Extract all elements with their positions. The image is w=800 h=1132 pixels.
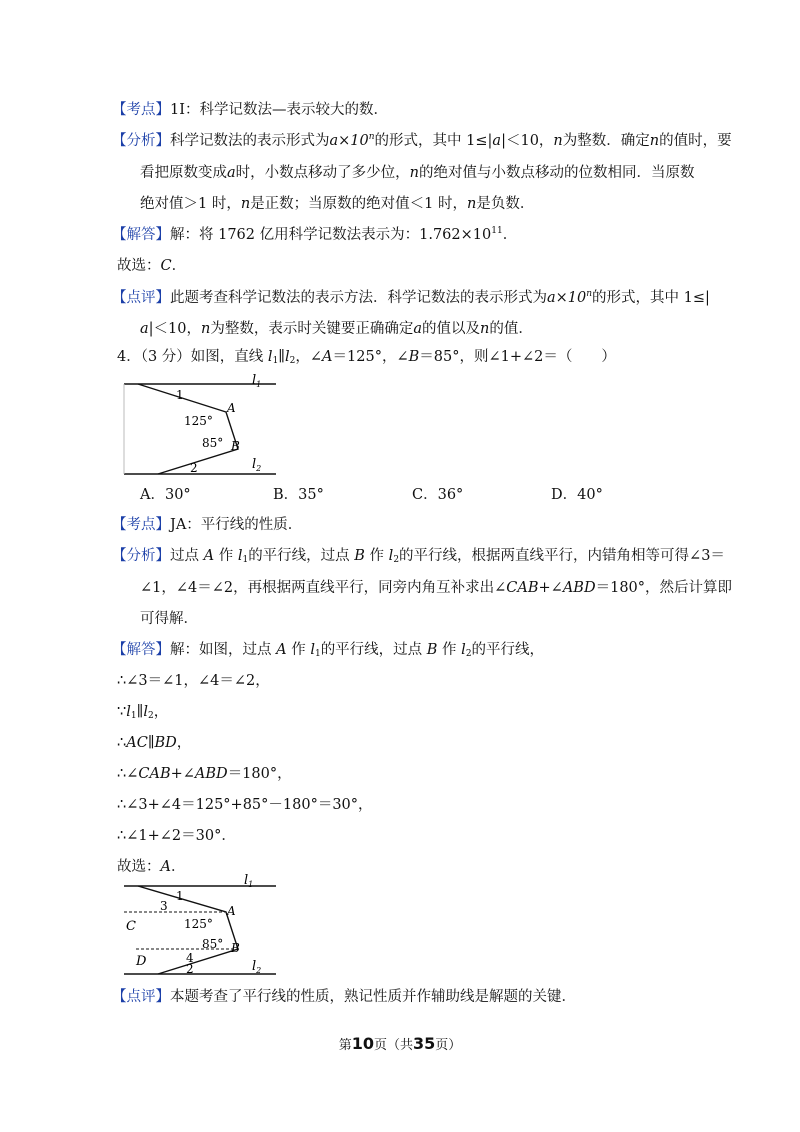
- l1-label: $l_1$: [252, 373, 262, 389]
- l1-label: $l_1$: [244, 873, 254, 889]
- point-c-label: C: [126, 919, 136, 934]
- l2-label: $l_2$: [252, 457, 262, 473]
- q4-dianping: 【点评】本题考查了平行线的性质，熟记性质并作辅助线是解题的关键．: [112, 989, 576, 1005]
- angle-b-value: 85°: [202, 937, 224, 951]
- point-a-label: A: [227, 401, 236, 415]
- choice-a[interactable]: A．30°: [140, 487, 191, 503]
- point-a-label: A: [227, 904, 236, 918]
- q4-step1: ∴∠3＝∠1，∠4＝∠2，: [117, 673, 270, 689]
- q4-fenxi-line1: 【分析】过点 A 作 $l_1$的平行线，过点 B 作 $l_2$的平行线，根据两直线平行，内错角相等可得∠3＝: [112, 548, 725, 565]
- l2-label: $l_2$: [252, 959, 262, 975]
- q4-step6: ∴∠1+∠2＝30°．: [117, 828, 236, 844]
- choice-c[interactable]: C．36°: [412, 487, 464, 503]
- parallel-lines-figure: [118, 372, 283, 482]
- q3-kaodian: 【考点】1I：科学记数法—表示较大的数．: [112, 102, 388, 118]
- broken-line: [138, 384, 238, 474]
- angle-2-label: 2: [190, 461, 198, 475]
- q3-fenxi-line1: 【分析】科学记数法的表示形式为$a\times 10^n$的形式，其中 1≤|a|＜10，n为整数．确定n的值时，要: [112, 132, 732, 149]
- q3-fenxi-line3: 绝对值＞1 时，n是正数；当原数的绝对值＜1 时，n是负数．: [140, 196, 535, 212]
- point-b-label: B: [231, 941, 240, 955]
- q4-step5: ∴∠3+∠4＝125°+85°－180°＝30°，: [117, 797, 373, 813]
- q4-step2: $\because l_1\parallel l_2$，: [117, 704, 169, 721]
- angle-a-value: 125°: [184, 414, 213, 428]
- angle-4-label: 4: [186, 951, 194, 965]
- q3-jieda: 【解答】解：将 1762 亿用科学记数法表示为：$1.762\times 10^{11}$．: [112, 226, 518, 243]
- solution-figure: [118, 872, 283, 980]
- q3-dianping-line2: a|＜10，n为整数，表示时关键要正确确定a的值以及n的值．: [140, 321, 533, 337]
- point-d-label: D: [136, 954, 147, 969]
- q4-fenxi-line2: ∠1，∠4＝∠2，再根据两直线平行，同旁内角互补求出∠CAB+∠ABD＝180°，然后计算即: [140, 580, 733, 596]
- q4-step4: ∴∠CAB+∠ABD＝180°，: [117, 766, 292, 782]
- q4-answer: 故选：A．: [117, 859, 186, 875]
- q4-kaodian: 【考点】JA：平行线的性质．: [112, 517, 303, 533]
- q4-step3: ∴AC∥BD，: [117, 735, 192, 751]
- q3-dianping-line1: 【点评】此题考查科学记数法的表示方法．科学记数法的表示形式为$a\times 10^n$的形式，其中 1≤|: [112, 289, 710, 306]
- q4-stem: 4．（3 分）如图，直线 $l_1\parallel l_2$，∠A＝125°，∠B＝85°，则∠1+∠2＝（ ）: [117, 349, 616, 366]
- q4-fenxi-line3: 可得解．: [140, 611, 198, 627]
- angle-2-label: 2: [186, 962, 194, 976]
- q3-answer: 故选：C．: [117, 258, 187, 274]
- q3-fenxi-line2: 看把原数变成a时，小数点移动了多少位，n的绝对值与小数点移动的位数相同．当原数: [140, 165, 695, 181]
- choice-d[interactable]: D．40°: [551, 487, 603, 503]
- angle-1-label: 1: [176, 889, 184, 903]
- page-footer: 第10页（共35页）: [338, 1034, 462, 1053]
- angle-3-label: 3: [160, 899, 168, 913]
- angle-1-label: 1: [176, 388, 184, 402]
- point-b-label: B: [231, 439, 240, 453]
- q4-jieda: 【解答】解：如图，过点 A 作 $l_1$的平行线，过点 B 作 $l_2$的平行线，: [112, 642, 545, 659]
- choice-b[interactable]: B．35°: [273, 487, 324, 503]
- angle-a-value: 125°: [184, 917, 213, 931]
- angle-b-value: 85°: [202, 436, 224, 450]
